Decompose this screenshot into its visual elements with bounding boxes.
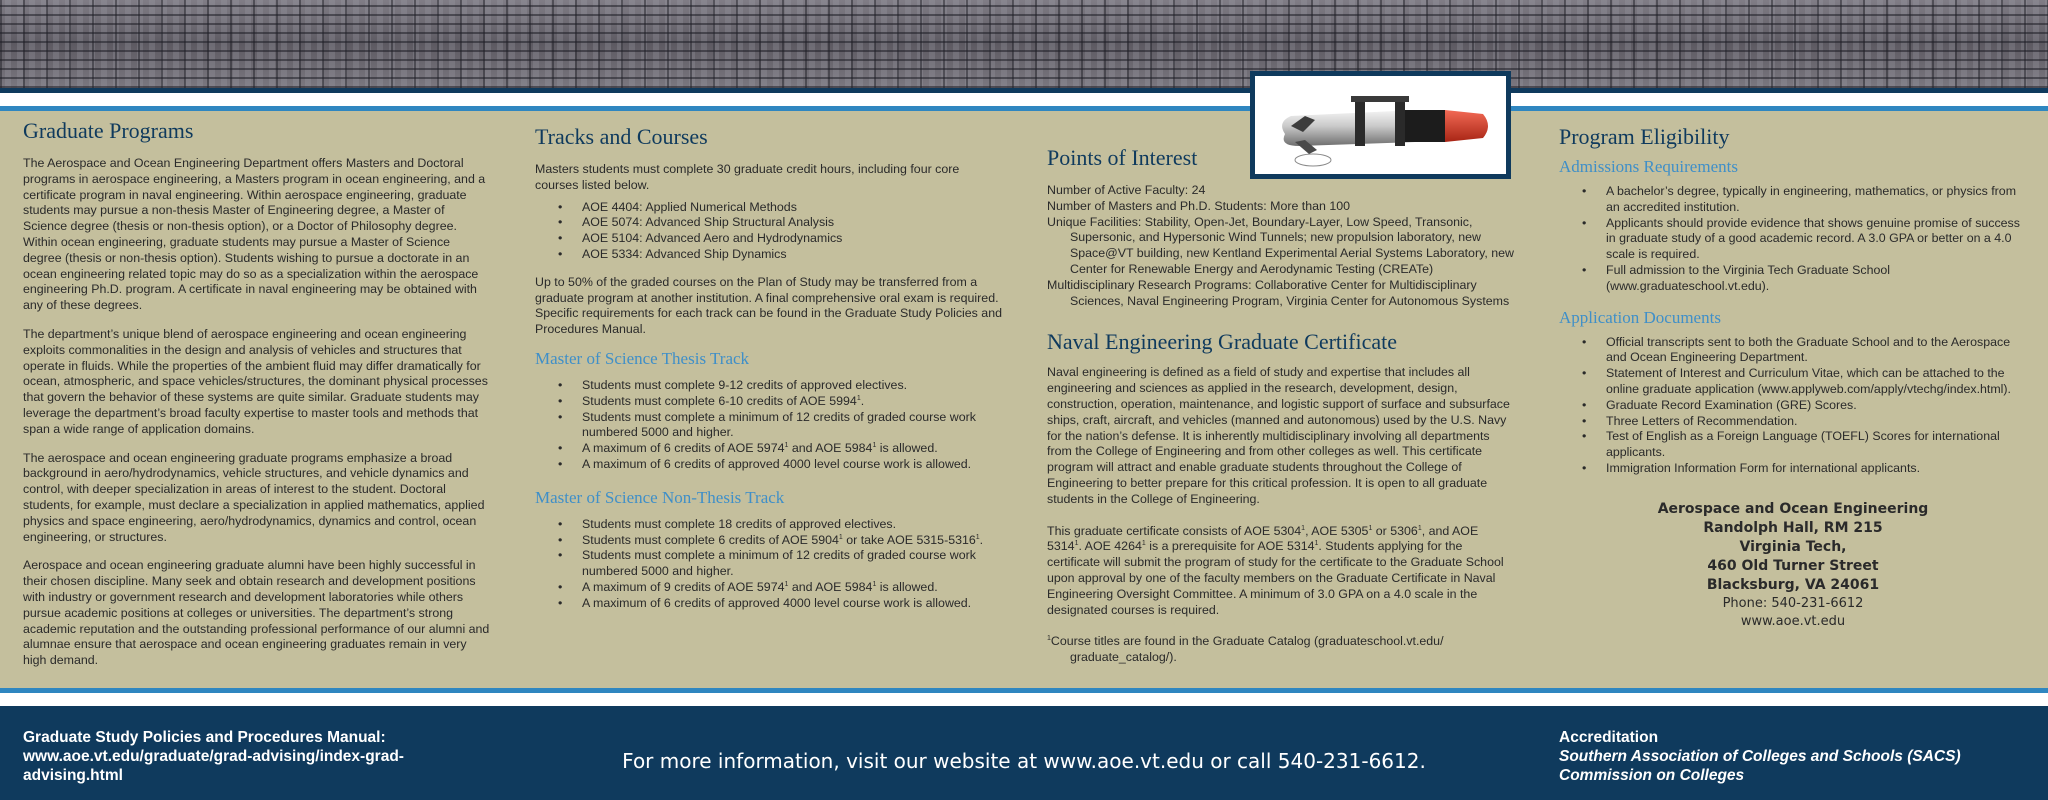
top-white-stripe [0, 93, 2048, 106]
list-item: • Graduate Record Examination (GRE) Scores. [1559, 398, 2027, 414]
graduate-programs-heading: Graduate Programs [23, 118, 194, 143]
list-item: • Official transcripts sent to both the Graduate School and to the Aerospace and Ocean Engineering Department. [1559, 335, 2027, 367]
documents-list [1559, 335, 2027, 477]
footnote: $^1$Course titles are found in the Graduate Catalog (graduateschool.vt.edu/ graduate_catalog/). [1047, 634, 1444, 665]
list-item: • AOE 5074: Advanced Ship Structural Analysis [535, 215, 1003, 231]
list-item: • Immigration Information Form for international applicants. [1559, 461, 2027, 477]
core-course-list [535, 200, 1003, 263]
address-line: Virginia Tech, [1739, 538, 1847, 555]
application-documents-heading: Application Documents [1559, 307, 1721, 327]
address-line: Randolph Hall, RM 215 [1703, 519, 1883, 536]
admissions-heading: Admissions Requirements [1559, 157, 1738, 176]
address-line: Blacksburg, VA 24061 [1706, 576, 1880, 593]
list-item: • Full admission to the Virginia Tech Graduate School (www.graduateschool.vt.edu). [1559, 263, 2027, 295]
naval-certificate-heading: Naval Engineering Graduate Certificate [1047, 329, 1398, 355]
program-eligibility-heading: Program Eligibility [1559, 124, 1730, 149]
list-item: • A bachelor’s degree, typically in engineering, mathematics, or physics from an accredited institution. [1559, 184, 2027, 216]
thesis-track-list [535, 378, 1003, 473]
list-item: • A maximum of 6 credits of approved 4000 level course work is allowed. [535, 457, 1003, 473]
list-item: • Test of English as a Foreign Language (TOEFL) Scores for international applicants. [1559, 429, 2027, 461]
list-item: Number of Active Faculty: 24 [1047, 183, 1206, 197]
manual-link[interactable]: www.aoe.vt.edu/graduate/grad-advising/index-grad-advising.html [23, 748, 404, 784]
non-thesis-track-list [535, 517, 1003, 612]
list-item: • AOE 5104: Advanced Aero and Hydrodynamics [535, 231, 1003, 247]
footer-bar [0, 706, 2048, 800]
list-item: • Students must complete 18 credits of approved electives. [535, 517, 1003, 533]
paragraph: Aerospace and ocean engineering graduate alumni have been highly successful in their chosen discipline. Many seek and obtain research and development positions with industry or government research and development laboratories while others pursue academic positions at colleges or universities. The department’s strong academic reputation and the outstanding professional performance of our alumni and alumnae ensure that aerospace and ocean engineering graduates remain in very high demand. [23, 558, 490, 668]
paragraph: The department’s unique blend of aerospace engineering and ocean engineering exploits commonalities in the design and analysis of vehicles and structures that operate in fluids. While the properties of the ambient fluid may differ dramatically for ocean, atmospheric, and space vehicles/structures, the dominant physical processes that govern the behavior of these systems are quite similar. Graduate students may leverage the department’s broad faculty expertise to master tools and methods that span a wide range of application domains. [23, 326, 488, 436]
bottom-white-stripe [0, 693, 2048, 706]
manual-label: Graduate Study Policies and Procedures Manual: [23, 729, 386, 746]
paragraph: The aerospace and ocean engineering graduate programs emphasize a broad background in aero/hydrodynamics, vehicle structures, and vehicle dynamics and control, with deeper specialization in areas of interest to the student. Doctoral students, for example, must declare a specialization in applied mathematics, applied physics and space engineering, aero/hydrodynamics, dynamics and control, ocean engineering, or structures. [23, 450, 485, 544]
certificate-requirements: This graduate certificate consists of AOE 5304$^1$, AOE 5305$^1$ or 5306$^1$, and AOE 5314$^1$. AOE 4264$^1$ is a prerequisite for AOE 5314$^1$. Students applying for the certificate will submit the program of study for the certificate to the Graduate School upon approval by one of the faculty members on the Graduate Certificate in Naval Engineering Oversight Committee. A minimum of 3.0 GPA on a 4.0 scale in the designated courses is required. [1047, 523, 1504, 617]
program-eligibility-column [1559, 124, 2027, 631]
accreditation-body: Commission on Colleges [1559, 767, 1745, 784]
masters-intro: Masters students must complete 30 graduate credit hours, including four core courses listed below. [535, 162, 960, 192]
list-item: • Statement of Interest and Curriculum Vitae, which can be attached to the online graduate application (www.applyweb.com/apply/vtechg/index.html). [1559, 366, 2027, 398]
accreditation-body: Southern Association of Colleges and Schools (SACS) [1559, 748, 1961, 765]
list-item: Unique Facilities: Stability, Open-Jet, Boundary-Layer, Low Speed, Transonic, Supersonic, and Hypersonic Wind Tunnels; new propulsion laboratory, new Space@VT building, new Kentland Experimental Aerial Systems Laboratory, new Center for Renewable Energy and Aerodynamic Testing (CREATe) [1047, 214, 1514, 276]
list-item: • AOE 4404: Applied Numerical Methods [535, 200, 1003, 216]
tracks-courses-heading: Tracks and Courses [535, 124, 708, 149]
list-item: • Students must complete a minimum of 12 credits of graded course work numbered 5000 and higher. [535, 548, 1003, 580]
department-address [1559, 500, 2027, 631]
list-item: • A maximum of 6 credits of AOE 5974$^1$ and AOE 5984$^1$ is allowed. [535, 441, 1003, 457]
naval-description: Naval engineering is defined as a field of study and expertise that includes all engineering and sciences as applied in the research, development, design, construction, operation, maintenance, and logistic support of surface and subsurface ships, craft, aircraft, and vehicles (manned and autonomous) used by the U.S. Navy for the nation’s defense. It is inherently multidisciplinary involving all departments from the College of Engineering and from other colleges as well. This certificate program will attract and enable graduate students throughout the College of Engineering to better prepare for this critical profession. It is open to all graduate students in the College of Engineering. [1047, 365, 1510, 506]
stone-texture-banner [0, 0, 2048, 88]
facts-list [1047, 183, 1515, 309]
list-item: Number of Masters and Ph.D. Students: More than 100 [1047, 198, 1351, 213]
points-of-interest-column [1047, 145, 1515, 666]
list-item: • Three Letters of Recommendation. [1559, 414, 2027, 430]
paragraph: The Aerospace and Ocean Engineering Department offers Masters and Doctoral programs in aerospace engineering, a Masters program in ocean engineering, and a certificate program in naval engineering. Within aerospace engineering, graduate students may pursue a non-thesis Master of Engineering degree, a Master of Science degree (thesis or non-thesis option), or a Doctor of Philosophy degree. Within ocean engineering, graduate students may pursue a Master of Science degree (thesis or non-thesis option). Students wishing to pursue a doctorate in an ocean engineering related topic may do so as a specialization within the aerospace engineering Ph.D. program. A certificate in naval engineering may be obtained with any of these degrees. [23, 156, 486, 313]
list-item: • A maximum of 9 credits of AOE 5974$^1$ and AOE 5984$^1$ is allowed. [535, 580, 1003, 596]
website-link[interactable]: www.aoe.vt.edu [1740, 613, 1846, 629]
top-blue-stripe [0, 106, 2048, 111]
tracks-courses-column [535, 124, 1003, 624]
list-item: • Students must complete 6-10 credits of AOE 5994$^1$. [535, 394, 1003, 410]
admissions-list [1559, 184, 2027, 295]
graduate-programs-column [23, 118, 491, 682]
contact-cta: For more information, visit our website at www.aoe.vt.edu or call 540-231-6612. [622, 749, 1426, 773]
accreditation-info [1559, 728, 1961, 785]
non-thesis-track-heading: Master of Science Non-Thesis Track [535, 487, 785, 507]
points-of-interest-heading: Points of Interest [1047, 145, 1198, 170]
list-item: • A maximum of 6 credits of approved 4000 level course work is allowed. [535, 596, 1003, 612]
address-line: 460 Old Turner Street [1707, 557, 1879, 574]
thesis-track-heading: Master of Science Thesis Track [535, 348, 750, 368]
list-item: • Students must complete 9-12 credits of approved electives. [535, 378, 1003, 394]
list-item: Multidisciplinary Research Programs: Collaborative Center for Multidisciplinary Sciences, Naval Engineering Program, Virginia Center for Autonomous Systems [1047, 277, 1510, 308]
list-item: • Students must complete a minimum of 12 credits of graded course work numbered 5000 and higher. [535, 410, 1003, 442]
accreditation-title: Accreditation [1559, 729, 1659, 746]
list-item: • Students must complete 6 credits of AOE 5904$^1$ or take AOE 5315-5316$^1$. [535, 533, 1003, 549]
address-line: Aerospace and Ocean Engineering [1657, 500, 1929, 517]
phone-number: Phone: 540-231-6612 [1722, 595, 1864, 611]
list-item: • AOE 5334: Advanced Ship Dynamics [535, 247, 1003, 263]
transfer-note: Up to 50% of the graded courses on the Plan of Study may be transferred from a graduate program at another institution. A final comprehensive oral exam is required. Specific requirements for each track can be found in the Graduate Study Policies and Procedures Manual. [535, 274, 1002, 337]
list-item: • Applicants should provide evidence that shows genuine promise of success in graduate study of a good academic record. A 3.0 GPA or better on a 4.0 scale is required. [1559, 216, 2027, 263]
